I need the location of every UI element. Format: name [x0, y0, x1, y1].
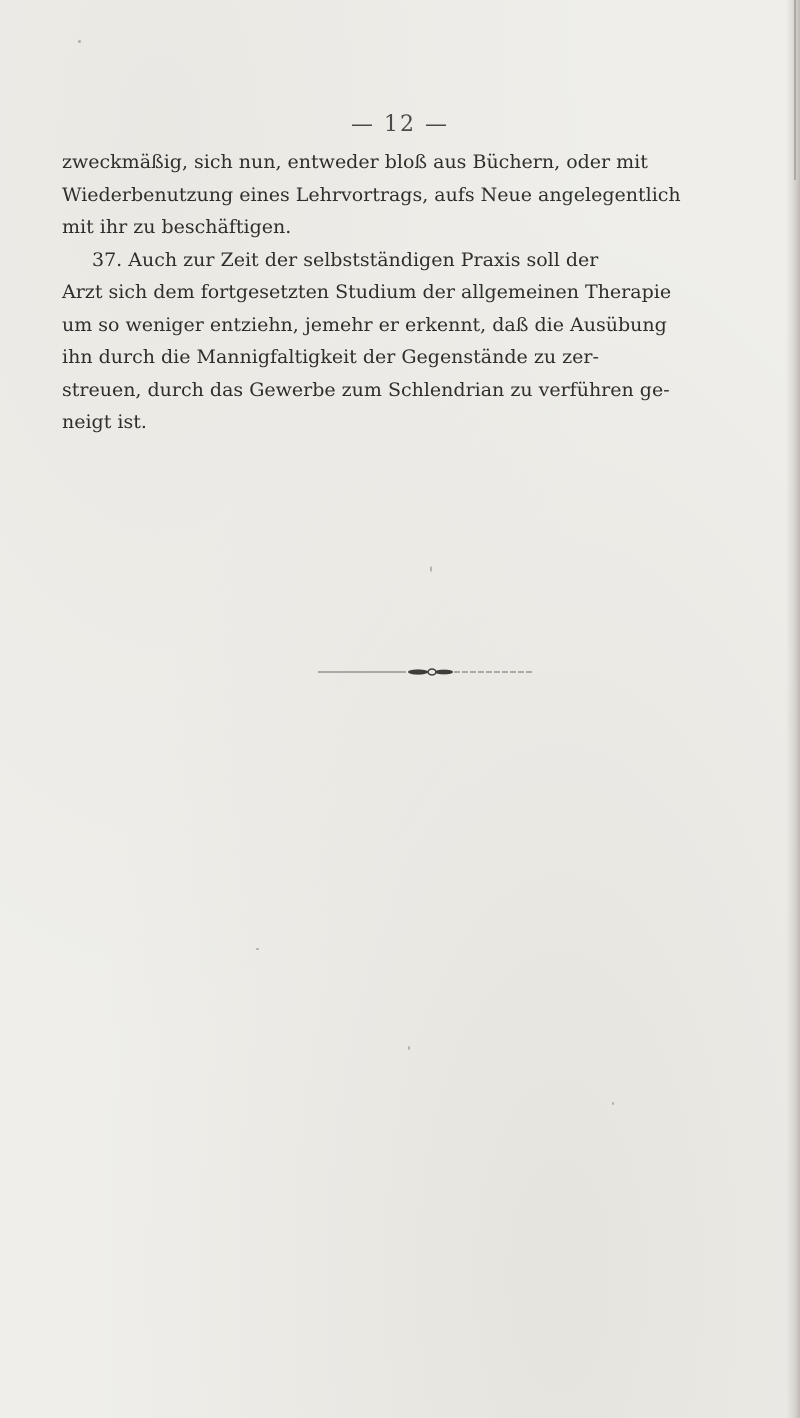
text-line: neigt ist.	[62, 411, 147, 433]
text-line: um so weniger entziehn, jemehr er erkennt, daß die Ausübung	[62, 313, 667, 336]
page-edge-shadow	[786, 0, 800, 1418]
paper-speck	[256, 948, 259, 950]
text-line: streuen, durch das Gewerbe zum Schlendrian zu verführen ge-	[62, 378, 670, 401]
text-line: zweckmäßig, sich nun, entweder bloß aus Büchern, oder mit	[62, 151, 648, 173]
paper-speck	[612, 1102, 614, 1105]
paper-speck	[430, 566, 432, 572]
text-line: 37. Auch zur Zeit der selbstständigen Praxis soll der	[92, 248, 599, 271]
paragraph-continuation	[62, 146, 752, 244]
text-line: ihn durch die Mannigfaltigkeit der Gegenstände zu zer-	[62, 346, 599, 368]
page-edge-line	[794, 0, 796, 180]
paragraph-37	[62, 244, 752, 439]
paper-speck	[408, 1046, 410, 1050]
body-text	[62, 146, 752, 439]
text-line: Arzt sich dem fortgesetzten Studium der allgemeinen Therapie	[62, 281, 672, 303]
text-line: mit ihr zu beschäftigen.	[62, 216, 292, 238]
page-number: — 12 —	[351, 112, 449, 137]
text-line: Wiederbenutzung eines Lehrvortrags, aufs Neue angelegentlich	[62, 183, 681, 206]
paper-speck	[78, 40, 81, 43]
decorative-rule-ornament	[318, 668, 532, 676]
